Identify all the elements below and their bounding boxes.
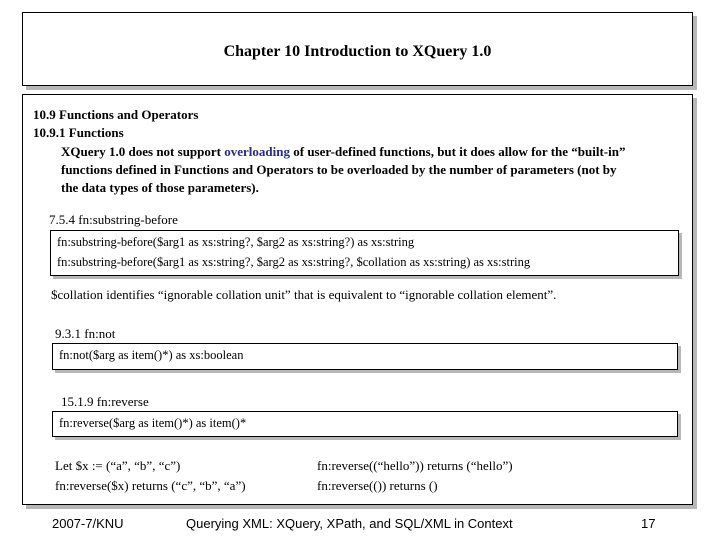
substring-before-heading: 7.5.4 fn:substring-before: [49, 212, 178, 227]
content-panel: [22, 94, 693, 505]
substring-before-signature-1: fn:substring-before($arg1 as xs:string?, $arg2 as xs:string?) as xs:string: [57, 235, 415, 249]
paragraph-text-start: XQuery 1.0 does not support: [61, 144, 225, 159]
fn-not-signature: fn:not($arg as item()*) as xs:boolean: [59, 348, 244, 362]
section-heading: 10.9 Functions and Operators: [33, 107, 199, 122]
substring-before-signature-2: fn:substring-before($arg1 as xs:string?, $arg2 as xs:string?, $collation as xs:string) as xs:string: [57, 255, 531, 269]
example-right-1: fn:reverse((“hello”)) returns (“hello”): [317, 458, 513, 473]
fn-reverse-signature: fn:reverse($arg as item()*) as item()*: [59, 416, 247, 430]
fn-reverse-signature-box: [52, 411, 678, 437]
fn-not-heading: 9.3.1 fn:not: [55, 326, 116, 341]
example-left-1: Let $x := (“a”, “b”, “c”): [55, 458, 181, 473]
paragraph-line-1: [61, 144, 625, 160]
paragraph-line-2: functions defined in Functions and Operators to be overloaded by the number of parameters (not by: [61, 162, 617, 177]
example-right-2: fn:reverse(()) returns (): [317, 478, 438, 493]
substring-before-signature-box: [50, 230, 679, 276]
footer-page-number: 17: [641, 516, 656, 531]
footer-date: 2007-7/KNU: [52, 516, 124, 531]
title-panel: [22, 12, 693, 86]
subsection-heading: [33, 125, 124, 141]
example-left-2: fn:reverse($x) returns (“c”, “b”, “a”): [55, 478, 246, 493]
fn-not-signature-box: [52, 343, 678, 370]
footer-title: Querying XML: XQuery, XPath, and SQL/XML in Context: [186, 516, 513, 531]
paragraph-text-end: of user-defined functions, but it does allow for the “built-in”: [289, 144, 626, 159]
paragraph-line-3: the data types of those parameters).: [61, 180, 259, 195]
collation-note: $collation identifies “ignorable collation unit” that is equivalent to “ignorable collation element”.: [51, 287, 557, 302]
subsection-heading-text: 10.9.1 Functions: [33, 125, 124, 140]
slide-title: Chapter 10 Introduction to XQuery 1.0: [223, 43, 492, 60]
fn-reverse-heading: 15.1.9 fn:reverse: [61, 394, 149, 409]
overloading-highlight: overloading: [224, 144, 290, 159]
